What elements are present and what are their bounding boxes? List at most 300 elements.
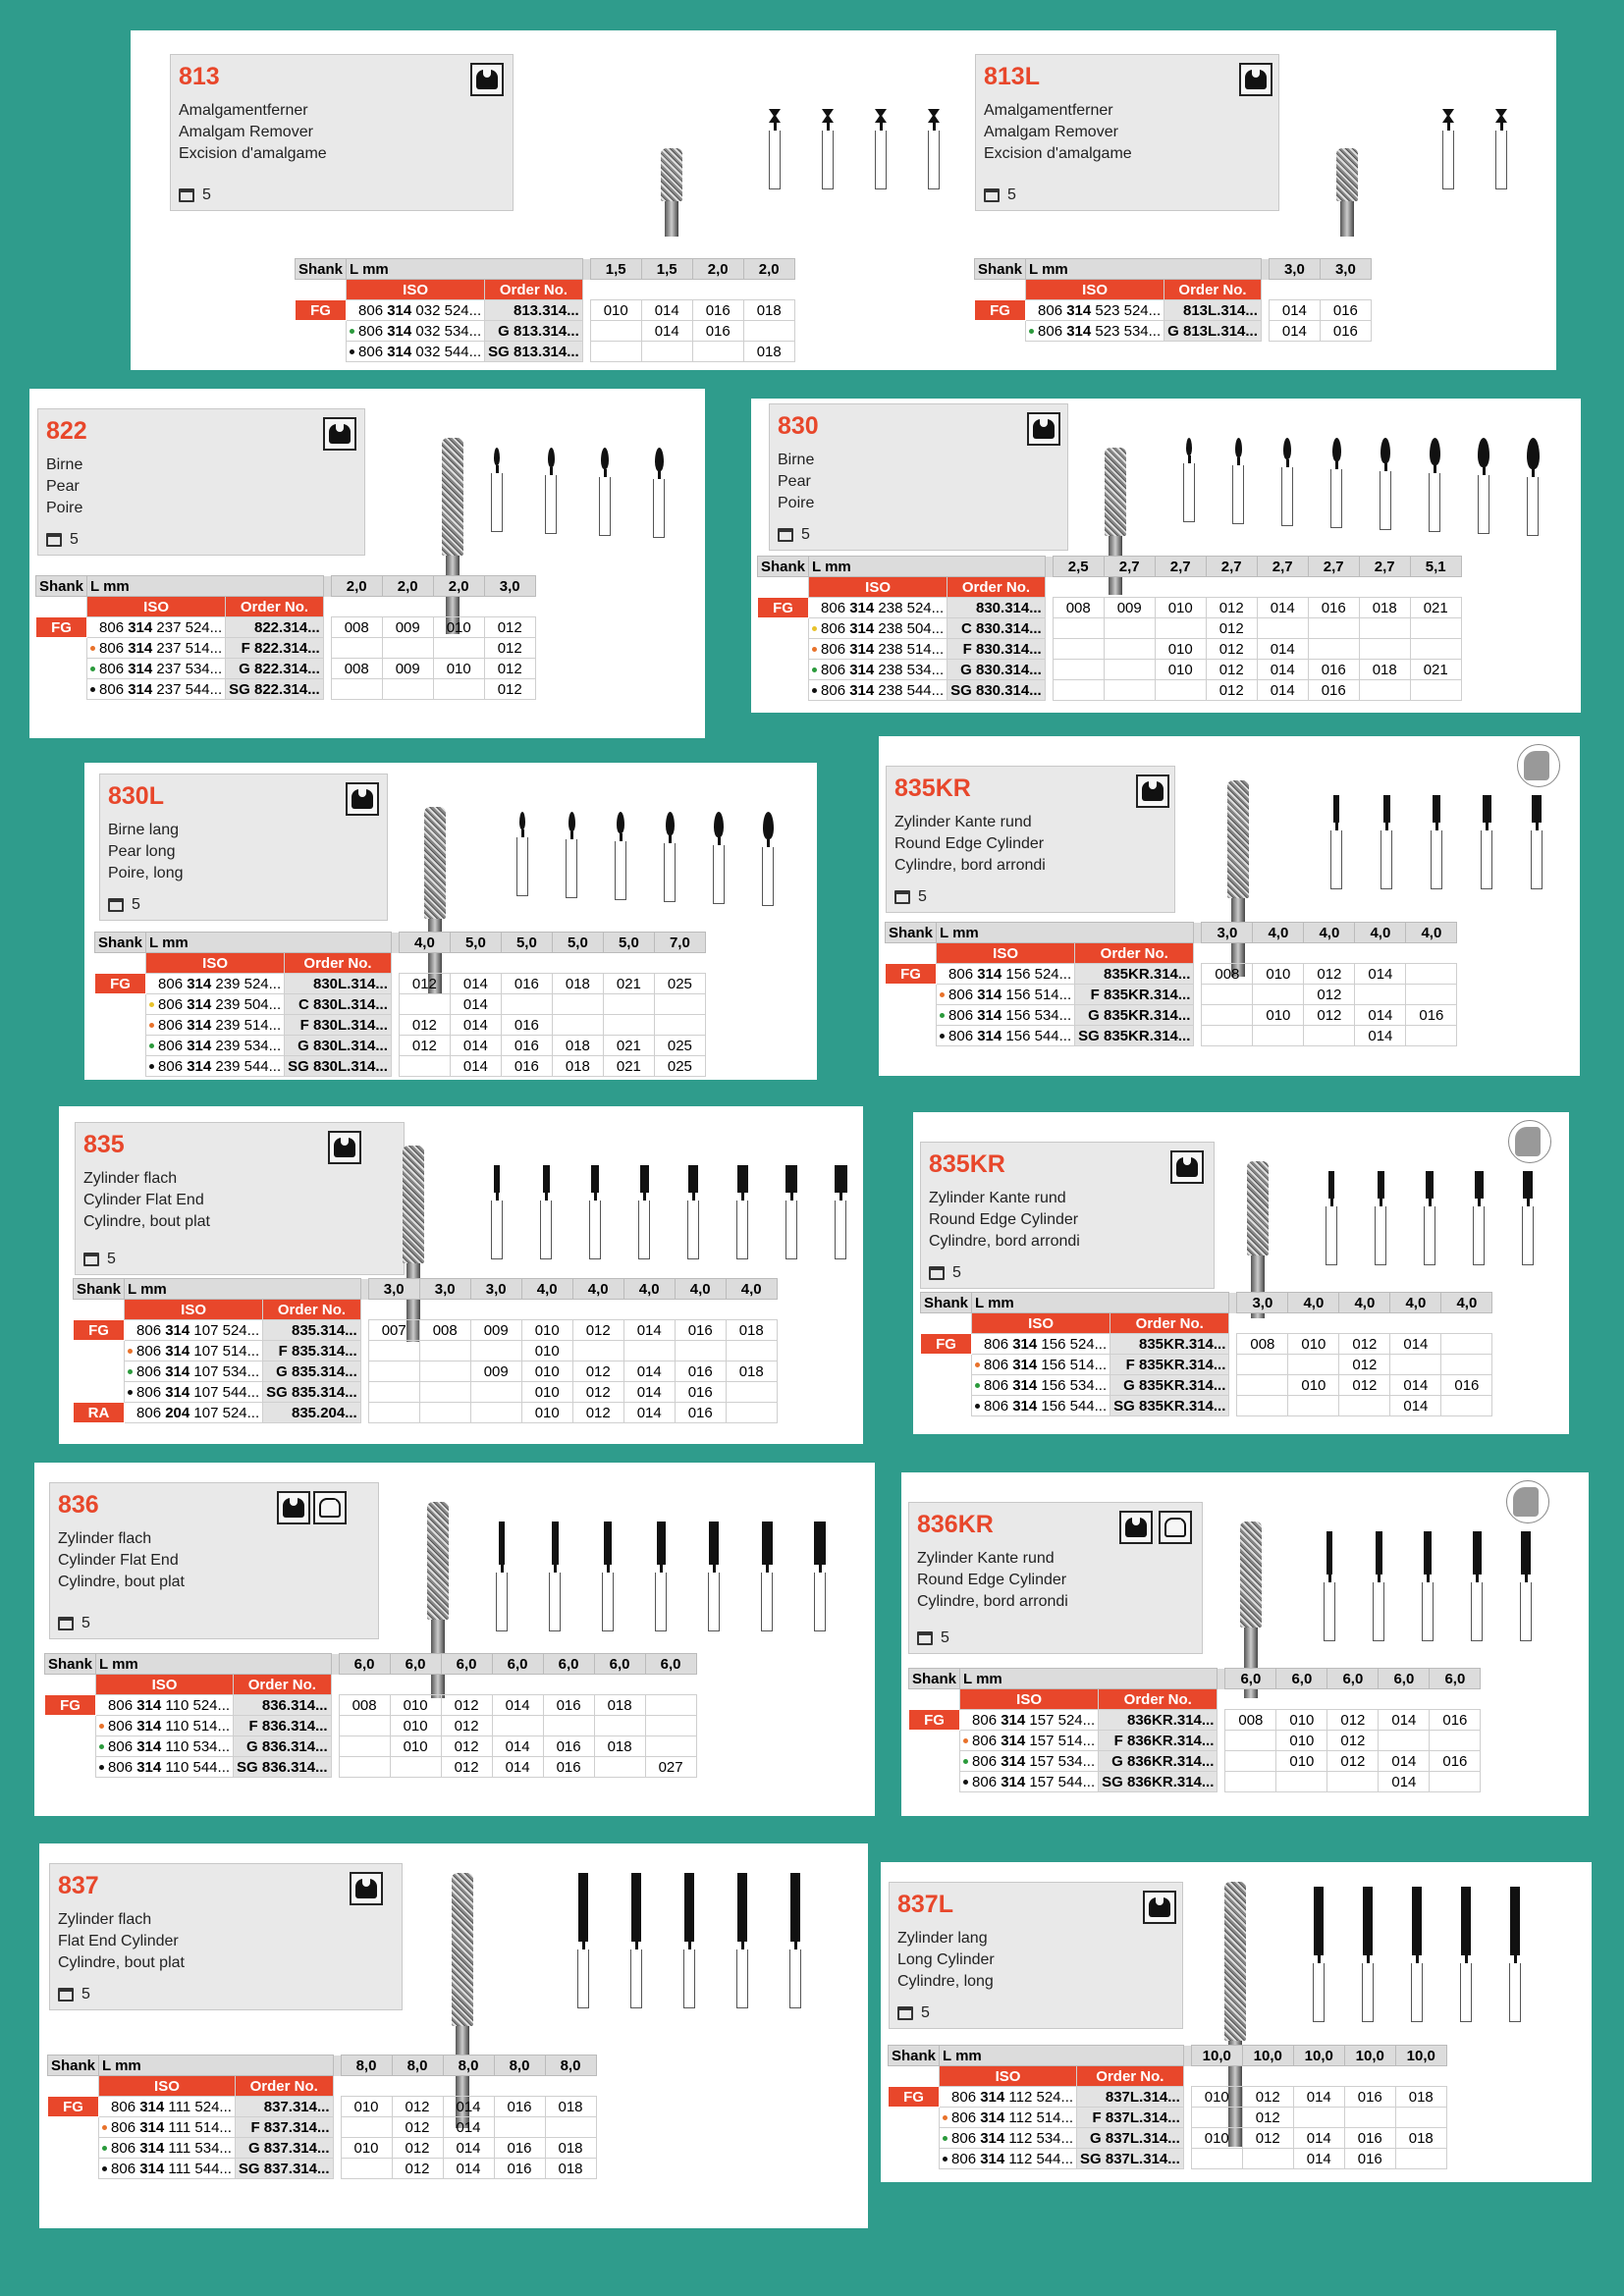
- table-subheader-row: [909, 1689, 1481, 1710]
- bur-size-drawing-icon: [655, 1522, 667, 1631]
- length-value: 6,0: [1225, 1669, 1276, 1689]
- bur-head-icon: [835, 1165, 847, 1193]
- pack-quantity: [108, 896, 140, 914]
- product-name: Excision d'amalgame: [179, 145, 327, 162]
- spacer: [758, 577, 809, 598]
- size-value: 012: [1339, 1375, 1390, 1396]
- size-value: 012: [1206, 660, 1257, 680]
- size-value: 014: [641, 321, 692, 342]
- size-value: 008: [1202, 964, 1253, 985]
- spacer: [1045, 680, 1053, 701]
- bur-head-icon: [543, 1165, 550, 1193]
- size-value: 014: [1293, 2128, 1344, 2149]
- size-value: 014: [492, 1695, 543, 1716]
- iso-header: ISO: [960, 1689, 1099, 1710]
- product-name: Zylinder Kante rund: [894, 814, 1032, 830]
- size-value: [1406, 1026, 1457, 1046]
- product-card-836: [34, 1463, 875, 1816]
- size-value: 016: [1308, 660, 1359, 680]
- tooth-indication-icon: [1119, 1511, 1153, 1544]
- table-row: [95, 1036, 706, 1056]
- iso-shank-code: 314: [139, 2139, 165, 2157]
- pack-count: 5: [132, 896, 140, 913]
- order-header: Order No.: [263, 1300, 361, 1320]
- product-name: Poire, long: [108, 865, 184, 881]
- length-value: 2,7: [1257, 557, 1308, 577]
- spacer: [391, 1056, 399, 1077]
- iso-number: [96, 1716, 234, 1736]
- size-value: 012: [392, 2159, 443, 2179]
- pack-count: 5: [941, 1629, 949, 1646]
- size-value: 014: [1379, 1710, 1430, 1731]
- grit-dot-icon: [99, 1765, 104, 1770]
- order-number: F 830.314...: [947, 639, 1046, 660]
- size-value: 018: [1395, 2128, 1446, 2149]
- bur-shank-icon: [1281, 467, 1293, 526]
- table-header-row: [758, 557, 1462, 577]
- size-value: 014: [450, 994, 501, 1015]
- size-value: 014: [443, 2138, 494, 2159]
- order-header: Order No.: [1075, 943, 1194, 964]
- iso-suffix: 112 524...: [1004, 2088, 1074, 2106]
- iso-number: [99, 2097, 236, 2117]
- size-value: [1191, 2108, 1242, 2128]
- size-value: 016: [543, 1736, 594, 1757]
- iso-number: [347, 300, 485, 321]
- pack-quantity: [58, 1986, 90, 2003]
- size-value: 014: [1379, 1751, 1430, 1772]
- iso-prefix: 806: [158, 1016, 188, 1034]
- product-names: [778, 450, 814, 514]
- iso-shank-code: 314: [849, 599, 875, 616]
- size-value: 012: [1339, 1355, 1390, 1375]
- spacer: [333, 2056, 341, 2076]
- shank-type: [48, 2117, 99, 2138]
- size-value: 018: [545, 2097, 596, 2117]
- size-value: [368, 1382, 419, 1403]
- size-value: 016: [494, 2159, 545, 2179]
- bur-neck-icon: [741, 1193, 744, 1201]
- bur-size-drawing-icon: [566, 812, 577, 898]
- product-info-box: [886, 766, 1175, 913]
- size-value: 010: [1288, 1375, 1339, 1396]
- product-name: Zylinder flach: [58, 1911, 152, 1928]
- iso-prefix: 806: [158, 975, 188, 992]
- size-value: 016: [692, 300, 743, 321]
- length-value: 4,0: [1355, 923, 1406, 943]
- spacer: [443, 2076, 494, 2097]
- order-number: F 830L.314...: [285, 1015, 392, 1036]
- product-names: [58, 1528, 185, 1593]
- length-value: 8,0: [341, 2056, 392, 2076]
- bur-shank-icon: [1380, 830, 1392, 889]
- bur-shank-icon: [1375, 1206, 1386, 1265]
- size-value: [545, 2117, 596, 2138]
- bur-neck-icon: [643, 1193, 646, 1201]
- spacer: [323, 576, 331, 597]
- spacer: [419, 1300, 470, 1320]
- iso-suffix: 107 534...: [189, 1362, 260, 1380]
- pack-box-icon: [58, 1988, 74, 2002]
- grit-dot-icon: [943, 2115, 947, 2120]
- product-name: Poire: [778, 495, 815, 511]
- product-code: 836: [58, 1491, 99, 1519]
- iso-suffix: 112 534...: [1004, 2129, 1074, 2147]
- bur-shank-icon: [1362, 1963, 1374, 2022]
- spacer: [360, 1382, 368, 1403]
- iso-shank-code: 314: [977, 965, 1002, 983]
- shank-type: [909, 1751, 960, 1772]
- size-value: [1225, 1731, 1276, 1751]
- grit-dot-icon: [90, 646, 95, 651]
- bur-size-drawing-icon: [683, 1873, 695, 2008]
- shank-type: FG: [758, 598, 809, 618]
- iso-suffix: 523 534...: [1091, 322, 1162, 340]
- bur-size-drawing-icon: [1380, 438, 1391, 530]
- product-names: [58, 1909, 185, 1974]
- table-row: [889, 2108, 1447, 2128]
- product-table: [757, 556, 1462, 701]
- iso-suffix: 237 544...: [152, 680, 223, 698]
- table-header-row: [74, 1279, 778, 1300]
- size-value: [470, 1382, 521, 1403]
- table-row: [95, 974, 706, 994]
- bur-size-drawing-icon: [491, 1165, 503, 1259]
- table-subheader-row: [95, 953, 706, 974]
- order-number: 835KR.314...: [1110, 1334, 1229, 1355]
- bur-neck-icon: [794, 1942, 797, 1949]
- bur-head-icon: [617, 812, 624, 833]
- bur-neck-icon: [1380, 1199, 1382, 1206]
- iso-suffix: 237 524...: [152, 618, 223, 636]
- product-name: Birne: [46, 456, 83, 473]
- bur-size-drawing-icon: [545, 448, 557, 534]
- bur-shank-icon: [491, 473, 503, 532]
- bur-head-icon: [666, 812, 675, 835]
- size-value: 010: [433, 659, 484, 679]
- size-value: 012: [1206, 639, 1257, 660]
- iso-header: ISO: [1026, 280, 1164, 300]
- size-value: 012: [399, 974, 450, 994]
- bur-head-icon: [822, 109, 834, 123]
- size-value: 012: [1327, 1731, 1379, 1751]
- bur-size-drawing-icon: [1460, 1887, 1472, 2022]
- spacer: [1229, 1375, 1237, 1396]
- product-code: 813: [179, 63, 220, 90]
- size-value: 010: [390, 1695, 441, 1716]
- spacer: [1045, 577, 1053, 598]
- table-row: [36, 659, 536, 679]
- size-value: 014: [1379, 1772, 1430, 1792]
- size-value: 016: [1308, 598, 1359, 618]
- size-value: [339, 1716, 390, 1736]
- spacer: [1053, 577, 1104, 598]
- bur-neck-icon: [741, 1942, 744, 1949]
- bur-head-icon: [785, 1165, 797, 1193]
- iso-prefix: 806: [948, 1027, 978, 1044]
- size-value: 009: [1104, 598, 1155, 618]
- bur-neck-icon: [827, 123, 830, 131]
- iso-prefix: 806: [821, 619, 850, 637]
- bur-shank-icon: [599, 477, 611, 536]
- spacer: [1183, 2128, 1191, 2149]
- shank-type: [886, 985, 937, 1005]
- bur-neck-icon: [1478, 1199, 1481, 1206]
- table-header-row: [921, 1293, 1492, 1313]
- order-number: 835.314...: [263, 1320, 361, 1341]
- bur-neck-icon: [1527, 1199, 1530, 1206]
- size-value: 014: [1390, 1396, 1441, 1416]
- bur-size-drawing-icon: [589, 1165, 601, 1259]
- length-value: 6,0: [492, 1654, 543, 1675]
- spacer: [921, 1313, 972, 1334]
- size-value: 018: [552, 1056, 603, 1077]
- length-value: 2,0: [692, 259, 743, 280]
- bur-shank-icon: [1520, 1582, 1532, 1641]
- product-name: Birne: [778, 452, 815, 468]
- spacer: [582, 259, 590, 280]
- iso-number: [87, 617, 226, 638]
- iso-prefix: 806: [99, 660, 129, 677]
- spacer: [360, 1300, 368, 1320]
- product-info-box: [170, 54, 514, 211]
- size-value: 018: [1359, 598, 1410, 618]
- bur-head-icon: [568, 812, 575, 831]
- product-card-835: [59, 1106, 863, 1444]
- size-value: [470, 1341, 521, 1362]
- grit-dot-icon: [149, 1023, 154, 1028]
- bur-photo-icon: [403, 1146, 424, 1263]
- bur-size-drawing-icon: [736, 1873, 748, 2008]
- tooth-shape-icon: [329, 424, 351, 444]
- shank-type: [975, 321, 1026, 342]
- size-value: [1395, 2149, 1446, 2169]
- bur-shank-icon: [928, 131, 940, 189]
- order-number: SG 830.314...: [947, 680, 1046, 701]
- bur-size-drawing-icon: [789, 1873, 801, 2008]
- pack-box-icon: [894, 890, 910, 904]
- iso-prefix: 806: [984, 1335, 1013, 1353]
- length-value: 8,0: [545, 2056, 596, 2076]
- order-number: F 837.314...: [235, 2117, 333, 2138]
- iso-suffix: 157 514...: [1025, 1732, 1096, 1749]
- size-value: 014: [492, 1736, 543, 1757]
- size-value: 012: [441, 1716, 492, 1736]
- iso-prefix: 806: [972, 1711, 1001, 1729]
- size-value: [419, 1341, 470, 1362]
- iso-prefix: 806: [984, 1397, 1013, 1415]
- length-value: 6,0: [1379, 1669, 1430, 1689]
- table-row: [45, 1757, 697, 1778]
- bur-size-drawing-icon: [814, 1522, 826, 1631]
- bur-head-icon: [494, 1165, 500, 1193]
- bur-head-icon: [1412, 1887, 1422, 1955]
- size-value: 014: [623, 1362, 675, 1382]
- iso-suffix: 112 544...: [1004, 2150, 1074, 2167]
- bur-neck-icon: [713, 1565, 716, 1573]
- iso-number: [87, 659, 226, 679]
- size-value: 012: [1206, 680, 1257, 701]
- spacer: [543, 1675, 594, 1695]
- iso-suffix: 238 514...: [874, 640, 945, 658]
- grit-dot-icon: [149, 1043, 154, 1048]
- spacer: [521, 1300, 572, 1320]
- iso-shank-code: 314: [1001, 1711, 1026, 1729]
- product-code: 830L: [108, 782, 164, 810]
- size-value: 010: [1191, 2087, 1242, 2108]
- bur-head-icon: [1483, 795, 1491, 823]
- product-names: [46, 454, 82, 519]
- size-value: 010: [1191, 2128, 1242, 2149]
- size-value: 014: [1355, 1026, 1406, 1046]
- size-value: 014: [450, 1036, 501, 1056]
- size-value: 014: [623, 1320, 675, 1341]
- iso-prefix: 806: [358, 322, 388, 340]
- bur-head-icon: [1430, 438, 1440, 465]
- product-name: Cylindre, bord arrondi: [917, 1593, 1068, 1610]
- iso-number: [146, 994, 285, 1015]
- order-number: 830L.314...: [285, 974, 392, 994]
- spacer: [1191, 2066, 1242, 2087]
- bur-head-icon: [1473, 1531, 1482, 1575]
- size-value: 010: [521, 1320, 572, 1341]
- table-row: [975, 300, 1372, 321]
- order-header: Order No.: [234, 1675, 332, 1695]
- order-number: SG 836.314...: [234, 1757, 332, 1778]
- bur-head-icon: [1314, 1887, 1324, 1955]
- iso-prefix: 806: [972, 1752, 1001, 1770]
- length-value: 4,0: [399, 933, 450, 953]
- pack-quantity: [917, 1629, 949, 1647]
- iso-prefix: 806: [136, 1404, 166, 1421]
- size-value: 016: [501, 1056, 552, 1077]
- order-number: G 835KR.314...: [1075, 1005, 1194, 1026]
- product-name: Round Edge Cylinder: [917, 1572, 1067, 1588]
- size-value: 008: [1225, 1710, 1276, 1731]
- length-header: L mm: [347, 259, 583, 280]
- order-header: Order No.: [1099, 1689, 1218, 1710]
- spacer: [339, 1675, 390, 1695]
- pack-count: 5: [952, 1264, 961, 1281]
- product-info-box: [908, 1502, 1203, 1654]
- shank-type: [758, 680, 809, 701]
- bur-neck-icon: [660, 1565, 663, 1573]
- table-row: [36, 617, 536, 638]
- bur-size-drawing-icon: [1478, 438, 1489, 534]
- iso-prefix: 806: [821, 599, 850, 616]
- spacer: [323, 638, 331, 659]
- bur-photo-icon: [1247, 1161, 1269, 1255]
- spacer: [331, 1757, 339, 1778]
- grit-dot-icon: [350, 349, 354, 354]
- order-number: F 835KR.314...: [1075, 985, 1194, 1005]
- size-value: 025: [654, 1036, 705, 1056]
- pack-count: 5: [801, 526, 810, 543]
- size-value: [590, 342, 641, 362]
- bur-neck-icon: [501, 1565, 504, 1573]
- table-row: [95, 994, 706, 1015]
- length-value: 5,0: [450, 933, 501, 953]
- shank-type: [95, 994, 146, 1015]
- iso-suffix: 110 544...: [161, 1758, 231, 1776]
- length-value: 2,0: [331, 576, 382, 597]
- iso-shank-code: 314: [187, 1016, 212, 1034]
- iso-shank-code: 314: [128, 680, 153, 698]
- spacer: [1194, 923, 1202, 943]
- length-header: L mm: [972, 1293, 1229, 1313]
- spacer: [572, 1300, 623, 1320]
- shank-type: [45, 1757, 96, 1778]
- grit-dot-icon: [102, 2166, 107, 2171]
- bur-photo-icon: [1105, 448, 1126, 536]
- grit-dot-icon: [102, 2146, 107, 2151]
- spacer: [1155, 577, 1206, 598]
- bur-shank-icon: [1422, 1582, 1434, 1641]
- iso-shank-code: 204: [165, 1404, 190, 1421]
- spacer: [623, 1300, 675, 1320]
- shank-header: Shank: [886, 923, 937, 943]
- size-value: 012: [572, 1320, 623, 1341]
- round-edge-detail-icon: [1517, 744, 1560, 787]
- product-names: [917, 1548, 1068, 1613]
- pack-quantity: [83, 1251, 116, 1268]
- bur-head-icon: [684, 1873, 694, 1942]
- size-value: 014: [1257, 639, 1308, 660]
- size-value: [1355, 985, 1406, 1005]
- length-value: 2,7: [1104, 557, 1155, 577]
- size-value: 010: [1155, 598, 1206, 618]
- bur-size-drawing-icon: [769, 109, 781, 189]
- iso-shank-code: 314: [849, 661, 875, 678]
- iso-number: [809, 680, 947, 701]
- spacer: [889, 2066, 940, 2087]
- size-value: 010: [1253, 1005, 1304, 1026]
- iso-number: [146, 1036, 285, 1056]
- bur-shank-icon: [687, 1201, 699, 1259]
- size-value: 018: [743, 342, 794, 362]
- size-value: [1202, 1026, 1253, 1046]
- table-row: [886, 1026, 1457, 1046]
- order-number: SG 822.314...: [226, 679, 324, 700]
- iso-shank-code: 314: [980, 2129, 1005, 2147]
- spacer: [1218, 1772, 1225, 1792]
- tooth-shape-icon: [1033, 419, 1055, 439]
- product-name: Poire: [46, 500, 83, 516]
- size-value: [1104, 680, 1155, 701]
- bur-head-icon: [814, 1522, 826, 1565]
- bur-size-drawing-icon: [496, 1522, 508, 1631]
- bur-head-icon: [714, 812, 724, 837]
- size-value: 010: [521, 1382, 572, 1403]
- bur-size-drawing-icon: [1531, 795, 1543, 889]
- iso-suffix: 107 524...: [189, 1404, 260, 1421]
- iso-shank-code: 314: [1001, 1732, 1026, 1749]
- shank-header: Shank: [758, 557, 809, 577]
- iso-prefix: 806: [984, 1376, 1013, 1394]
- bur-neck-icon: [688, 1942, 691, 1949]
- iso-number: [347, 321, 485, 342]
- size-value: [1410, 639, 1461, 660]
- bur-size-drawing-icon: [1324, 1531, 1335, 1641]
- pack-count: 5: [107, 1251, 116, 1267]
- spacer: [391, 933, 399, 953]
- product-code: 837: [58, 1872, 99, 1899]
- shank-header: Shank: [975, 259, 1026, 280]
- size-value: 014: [1269, 300, 1320, 321]
- product-table: [920, 1292, 1492, 1416]
- length-value: 2,7: [1359, 557, 1410, 577]
- size-value: [1257, 618, 1308, 639]
